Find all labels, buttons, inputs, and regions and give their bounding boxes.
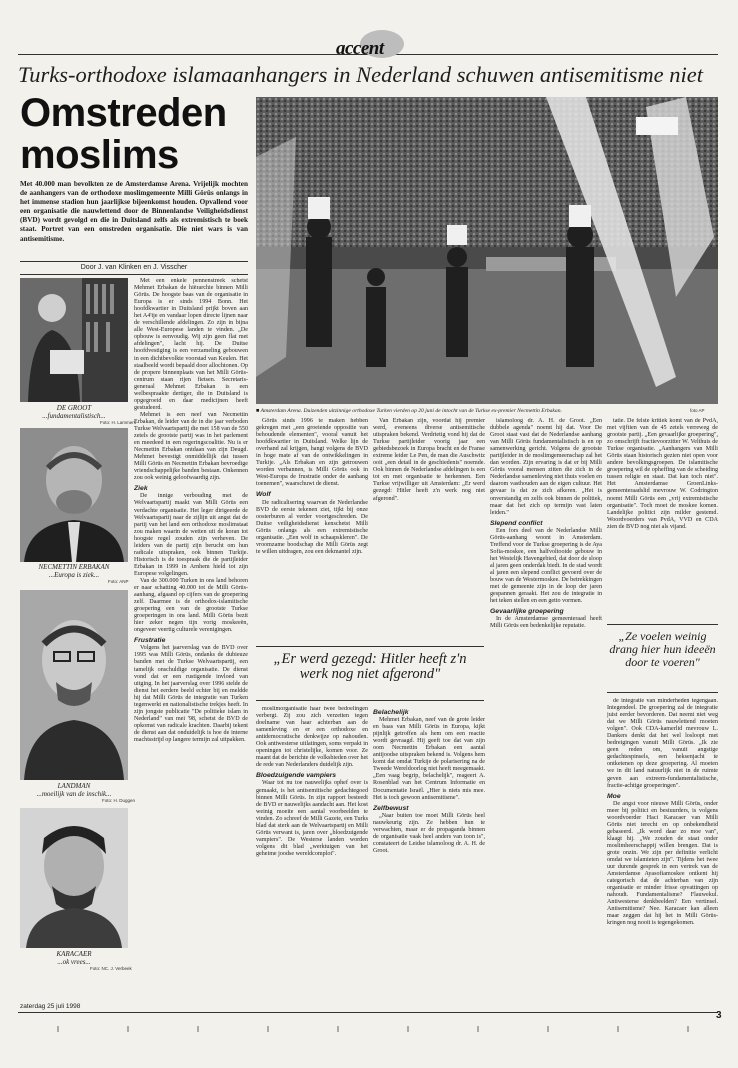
article-column-5-lower [607,698,718,1000]
paragraph: Een fors deel van de Nederlandse Milli Görüs-aanhang woont in Amsterdam. Treffend voor de Turkse groepering is de Aya Sofia-moskee, een halfvoltooide gebouw in het Westelijk Havengebied, dat door de sloop al jaren geen onderdak biedt. In de stad wordt al jaren een slepend conflict gevoerd over de bouw van de Westermoskee. De betrekkingen met de gemeente zijn in de loop der jaren gespannen geraakt. Het zou de integratie in het teken stellen en een getto vormen. [490,527,602,605]
portrait-erbakan-note: ...Europa is ziek... [48,571,100,579]
paragraph: De innige verbouding met de Welvaartspartij maakt van Milli Görüs een verdachte organisatie. Het leger dirigeerde de Welvaartspartij naar de zijlijn uit angst dat de partij van het land een orthodoxe moslimstaat zou maken waarin de wetten uit de koran tot hoogste regel zouden zijn verheven. De leiders van de partij zijn berucht om hun radicale uitspraken, ook binnen Turkije. Historisch is de toespraak die de partijleider Erbakan in 1999 in Arnhem hield tot zijn Europese volgelingen. [134,493,248,577]
paragraph: Van Erbakan zijn, voordat hij premier werd, eveneens diverse antisemitische uitspraken bekend. Verdrietig vond hij dat de Turkse partijleider voorig jaar een gebiedsbezoek in Europa bracht en de Franse extreme leider Le Pen, de man die Auschwitz ooit „een detail in de geschiedenis" noemde. Ook binnen de Nederlandse afdelingen is een tot en met organisatie te herkennen. Een Turkse vrijwilliger uit Amsterdam: „Er werd gezegd: Hitler heeft z'n werk nog niet afgerond". [373,418,485,502]
portrait-de-groot-name: DE GROOT [56,404,92,412]
portrait-landman-name: LANDMAN [57,782,91,790]
paragraph: Waar tot nu toe nauwelijks ophef over is gemaakt, is het antisemitische gedachtegoed binnen Milli Görüs. In zijn rapport besteedt de BVD er nauwelijks aandacht aan. Het kost weinig moeite een aantal voorbeelden te vinden. Zo schreef de Milli Gazete, een Turks blad dat sterk aan de Welvaartspartij en Milli Görüs verwant is, jaren over „bloedzuigende vampiers". De Westerse landen worden volgens dit blad „werktuigen van het geheime joodse wereldcomplot". [256,780,368,857]
article-column-2-lower [256,706,368,1000]
main-photo-caption: ■ Amsterdam Arena. Duizenden uitzinnige orthodoxe Turken vierden op 20 juni de intocht van de Turkse ex-premier Necmettin Erbakan. [256,408,562,414]
portrait-illustration [20,808,128,948]
subheading-wolf: Wolf [256,491,271,499]
paragraph: Volgens het jaarverslag van de BVD over 1995 was Milli Görüs, ondanks de dubieuze banden met de Turkse Welvaartspartij, een tamelijk onschuldige organisatie. De dienst vond dat er een rustigende invloed van uitging. In het jaarverslag over 1996 stelde de dienst het eerdere beeld echter bij en meldde hij dat Milli Görüs de integratie van Turken tegenwerkt en nationalistische trekjes heeft. In zijn jongste publicatie "De politieke islam in Nederland" van mei '98, schetst de BVD de opkomst van radicale krachten. Daarbij tekent de dienst aan dat onduidelijk is hoe de interne machtsstrijd op langere termijn zal uitpakken. [134,645,248,743]
stadium-photo-illustration [256,97,718,404]
article-column-3-lower [373,706,485,1000]
footer-date: zaterdag 25 juli 1998 [20,1003,81,1010]
paragraph: islamoloog dr. A. H. de Groot. „Een dubbele agenda" noemt hij dat. Voor De Groot staat vast dat de Nederlandse aanhang van Milli Görüs fundamentalistisch is en op samenwerking gericht. Volgens de grootste partijleider in de moslimgemeenschap zal het dan worden. Zijn ervaring is dat er bij Milli Görüs vooral mensen zitten die zich in de Nederlandse samenleving niet thuis voelen en daarom vasthouden aan de eigen cultuur. Het gevaar is dat ze zich afkeren. „Het is onverstandig en zelfs ook binnen de politiek, maar dat het zich op termijn vast laten leiden." [490,418,602,516]
pull-quote-1: „Er werd gezegd: Hitler heeft z'n werk nog niet afgerond" [273,651,467,682]
article-kicker: Turks-orthodoxe islamaanhangers in Nederland schuwen antisemitisme niet [18,62,703,87]
quote-1-rule-top [256,646,484,647]
portrait-illustration [20,278,128,402]
article-column-5 [607,418,718,618]
subheading-moe: Moe [607,792,621,800]
paragraph: Van de 300.000 Turken in ons land behoren er naar schatting 40.000 tot de Milli Görüs-aanhang, afgaand op cijfers van de groepering zelf. Daarmee is de orthodox-islamitische groepering een van de grootste Turkse groeperingen in ons land. Milli Görüs bezit hier zeker negen tijn vorig moskeeën, ongeveer veertig culturele verenigingen. [134,577,248,634]
portrait-de-groot-note: ...fundamentalistisch... [42,412,106,420]
subheading-belachelijk: Belachelijk [373,709,409,716]
subheading-bloedzuigende-vampiers: Bloedzuigende vampiers [256,772,337,780]
portrait-landman [20,590,128,780]
portrait-karacaer-credit: Foto: NC. J. Verbeek [90,966,132,971]
paragraph: Mehmet Erbakan, neef van de grote leider en baas van Milli Görüs in Europa, kijkt pijnlijk getroffen als hem om een reactie wordt gevraagd. Hij geeft toe dat van zijn oom Necmettin Erbakan een aantal antijoodse uitspraken bekend is. Volgens hem komt dat omdat Turkije de polarisering na de Tweede Wereldoorlog niet heeft meegemaakt. „Een vaag begrip, belachelijk", reageert A. Rosenblad van het Centrum Informatie en Documentatie Israël. „Hier is niets mis mee. Het is toch gewoon antisemitisme". [373,717,485,801]
footer-rule [18,1012,718,1013]
paragraph: Met een enkele pennenstreek schetst Mehmet Erbakan de hiërarchie binnen Milli Görüs. De hoogste baas van de organisatie in Europa is er sinds 1994 Bonn. Het hoofdkwartier in Duitsland prijkt boven aan het A4'tje en vandaar lopen directe lijnen naar de verschillende afdelingen. Zo zijn in bijna alle West-Europese landen te vinden. „De opbouw is eenvoudig. Wij zijn geen flat met afdelingen", lacht hij. De Duitse hoofdvestiging is een verzameling gebouwen in een dichtbevolkte voorstad van Keulen. Het staalbeeld wordt bepaald door allochtonen. Op de propere binnenplaats van het Milli Görüs-centrum staan rijen fietsen. Secretaris-generaal Mehmet Erbakan is een welbespraakte dertiger, die in Duitsland is opgegroeid en daar medicijnen heeft gestudeerd. [134,278,248,411]
paragraph: Mehmet is een neef van Necmettin Erbakan, de leider van de in die jaar verboden Turkse Welvaartspartij die met 158 van de 550 zetels de grootste partij was in het parlement en meedeed in een regeringscoalitie. Nu is er Necmettin Erbakan ontdaan van zijn Deugd. Mehmet bevestigt onmiddellijk dat tussen Milli Görüs en Necmettin Erbakan bevroedige vriendschappelijke banden bestaan. Onkennen zou ook weinig geloofwaardig zijn. [134,411,248,482]
paragraph: de integratie van minderheden tegengaan. Integendeel. De groepering zal de integratie juist eerder bevorderen. Dat neemt niet weg dat we Milli Görüs nauwlettend moeten volgen". Ook CDA-kamerlid mevrouw L. Dankers denkt dat het wel losloopt met bedreigingen vanuit Milli Görüs. „Ik zie geen reden om, vanuit angstige gedachtespinsels, een heksenjacht te ontketenen op deze groepering. Al moeten we in dit land natuurlijk niet in de ruimte geven aan extreem-fundamentalistische, fractie-achtige groeperingen". [607,698,718,789]
subheading-frustratie: Frustratie [134,637,166,645]
article-column-2 [256,418,368,646]
subheading-ziek: Ziek [134,485,148,493]
page-number: 3 [716,1010,722,1021]
quote-2-rule-bottom [607,692,718,693]
main-photo-stadium [256,97,718,404]
section-logo [336,24,416,64]
section-logo-text: accent [336,38,384,59]
main-photo-credit: foto AP [690,408,705,413]
registration-ticks [18,1026,718,1034]
portrait-de-groot-credit: Foto: H. Lammers [100,420,137,425]
byline-rule-bottom [20,274,248,275]
quote-1-rule-bottom [256,700,484,701]
paragraph: De angst voor nieuwe Milli Görüs, onder meer bij politici en bestuurders, is volgens woordvoerder Haci Karacaer van Milli Görüs niet terecht en op onbekendheid gebaseerd. „Ik word daar zo moe van", klaagt hij. „We zouden de staat onder moslimheerschappij willen brengen. Dat is grote onzin. We zijn per definitie verlicht omdat we islamieten zijn". Tijdens het twee uur durende gesprek in een vertrek van de Amsterdamse Ayasofiamoskee ontkent hij categorisch dat de achterban van zijn organisatie er minder frisse opvattingen op nahoudt. Fundamentalisme? Flauwekul. Antiwesterse denkbeelden? Een vertinsel. Antisemitisme? Nee. Karacaer kan alleen maar zeggen dat hij het in Milli Görüs-kringen nog nooit is tegengekomen. [607,800,718,927]
portrait-karacaer [20,808,128,948]
paragraph: „Naar buiten toe moet Milli Görüs heel nauwkeurig zijn. Ze hebben hun te verwachten, maar er de propaganda binnen de organisatie vaak heel anders van toon is", constateert de Leidse islamoloog dr. A. H. de Groot. [373,812,485,854]
portrait-erbakan-name: NECMETTIN ERBAKAN [38,563,110,571]
portrait-karacaer-name: KARACAER [56,950,92,958]
subheading-zelfbewust: Zelfbewust [373,804,409,812]
portrait-landman-credit: Foto: H. Duggen [102,798,136,803]
portrait-illustration [20,590,128,780]
article-byline: Door J. van Klinken en J. Visscher [80,264,188,271]
article-column-1 [134,278,248,1000]
paragraph: tatie. De felste kritiek komt van de PvdA, met vijftien van de 45 zetels verreweg de grootste partij. „Een gevaarlijke groepering", zo omschrijft fractievoorzitter W. Velthuis de Turkse organisatie. „Aanhangers van Milli Görüs staan historisch gezien niet open voor andere bevolkingsgroepen. De islamitische groepering wil de opheffing van de scheiding tussen religie en staat. Dat kan toch niet". Het Amsterdamse GroenLinks-gemeenteraadslid mevrouw W. Codrington noemt Milli Görüs een „vrij extremistische organisatie". Toch moet de moskee komen. Landelijke politici zijn milder gestemd. Woordvoerders van PvdA, VVD en CDA zien de BVD nog niet als vijand. [607,418,718,530]
portrait-illustration [20,428,128,562]
article-lede: Met 40.000 man bevolkten ze de Amsterdamse Arena. Vrijelijk mochten de aanhangers van de orthodoxe moslimgemeente Milli Görüs onlangs in het immense stadion hun jaarlijkse bijeenkomst houden. Opvallend voor een organisatie die nauwlettend door de Binnenlandse Veiligheidsdienst (BVD) wordt gevolgd en die in Duitsland zelfs als extremistisch te boek staat. Portret van een omstreden organisatie. Die niet wars is van antisemitisme. [20,180,248,243]
subheading-slepend-conflict: Slepend conflict [490,519,543,527]
portrait-karacaer-note: ...ok vrees... [57,958,91,966]
paragraph: moslimorganisatie haar twee bedoelingen verbergt. Zij zou zich verzetten tegen doelname van haar achterban aan de samenleving en er een orthodoxe en antidemocratische denkwijze op nahouden. Ook antiwesterse uitlatingen, soms verpakt in openingen tot christelijke, komen voor. Ze maant dat de berichte de volksbieden over het de rede van Nederlanders duidelijk zijn. [256,706,368,769]
quote-2-rule-top [607,624,718,625]
portrait-de-groot [20,278,128,402]
article-column-4 [490,418,602,1000]
pull-quote-2: „Ze voelen weinig drang hier hun ideeën door te voeren" [609,629,716,669]
subheading-gevaarlijke-groepering: Gevaarlijke groepering [490,608,564,616]
byline-rule-top [20,261,248,262]
portrait-erbakan-credit: Foto: ANP [108,579,129,584]
paragraph: In de Amsterdamse gemeenteraad heeft Milli Görüs een bedenkelijke reputatie. [490,616,602,630]
portrait-erbakan [20,428,128,562]
paragraph: De radicalisering waarvan de Nederlandse BVD de eerste tekenen ziet, tijkt bij onze oosterburen al verder voortgeschreden. De Duitse veiligheidsdienst kenschetst Milli Görüs onlangs als een extremistische organisatie. „Een wolf in schaapskleren". De vroomzame boodschap die Milli Görüs zegt te willen uitdragen, zou een dekmantel zijn. [256,499,368,555]
article-headline: Omstreden moslims [20,91,227,177]
portrait-landman-note: ...moeilijk van de inschik... [36,790,112,798]
paragraph: Görüs sinds 1996 te maken hebben gekregen met „een groeiende oppositie van behoudende elementen", vooral vanuit het hoofdkwartier in Duitsland. Welke lijn de overhand zal krijgen, hangt volgens de BVD in hoge mate af van de ontwikkelingen in Turkije. „Als Erbakan en zijn getrouwen worden verbannen, is Milli Görüs ook in West-Europa de frustratie onder de aanhang toenemen", waarschuwt de dienst. [256,418,368,488]
article-column-3 [373,418,485,646]
